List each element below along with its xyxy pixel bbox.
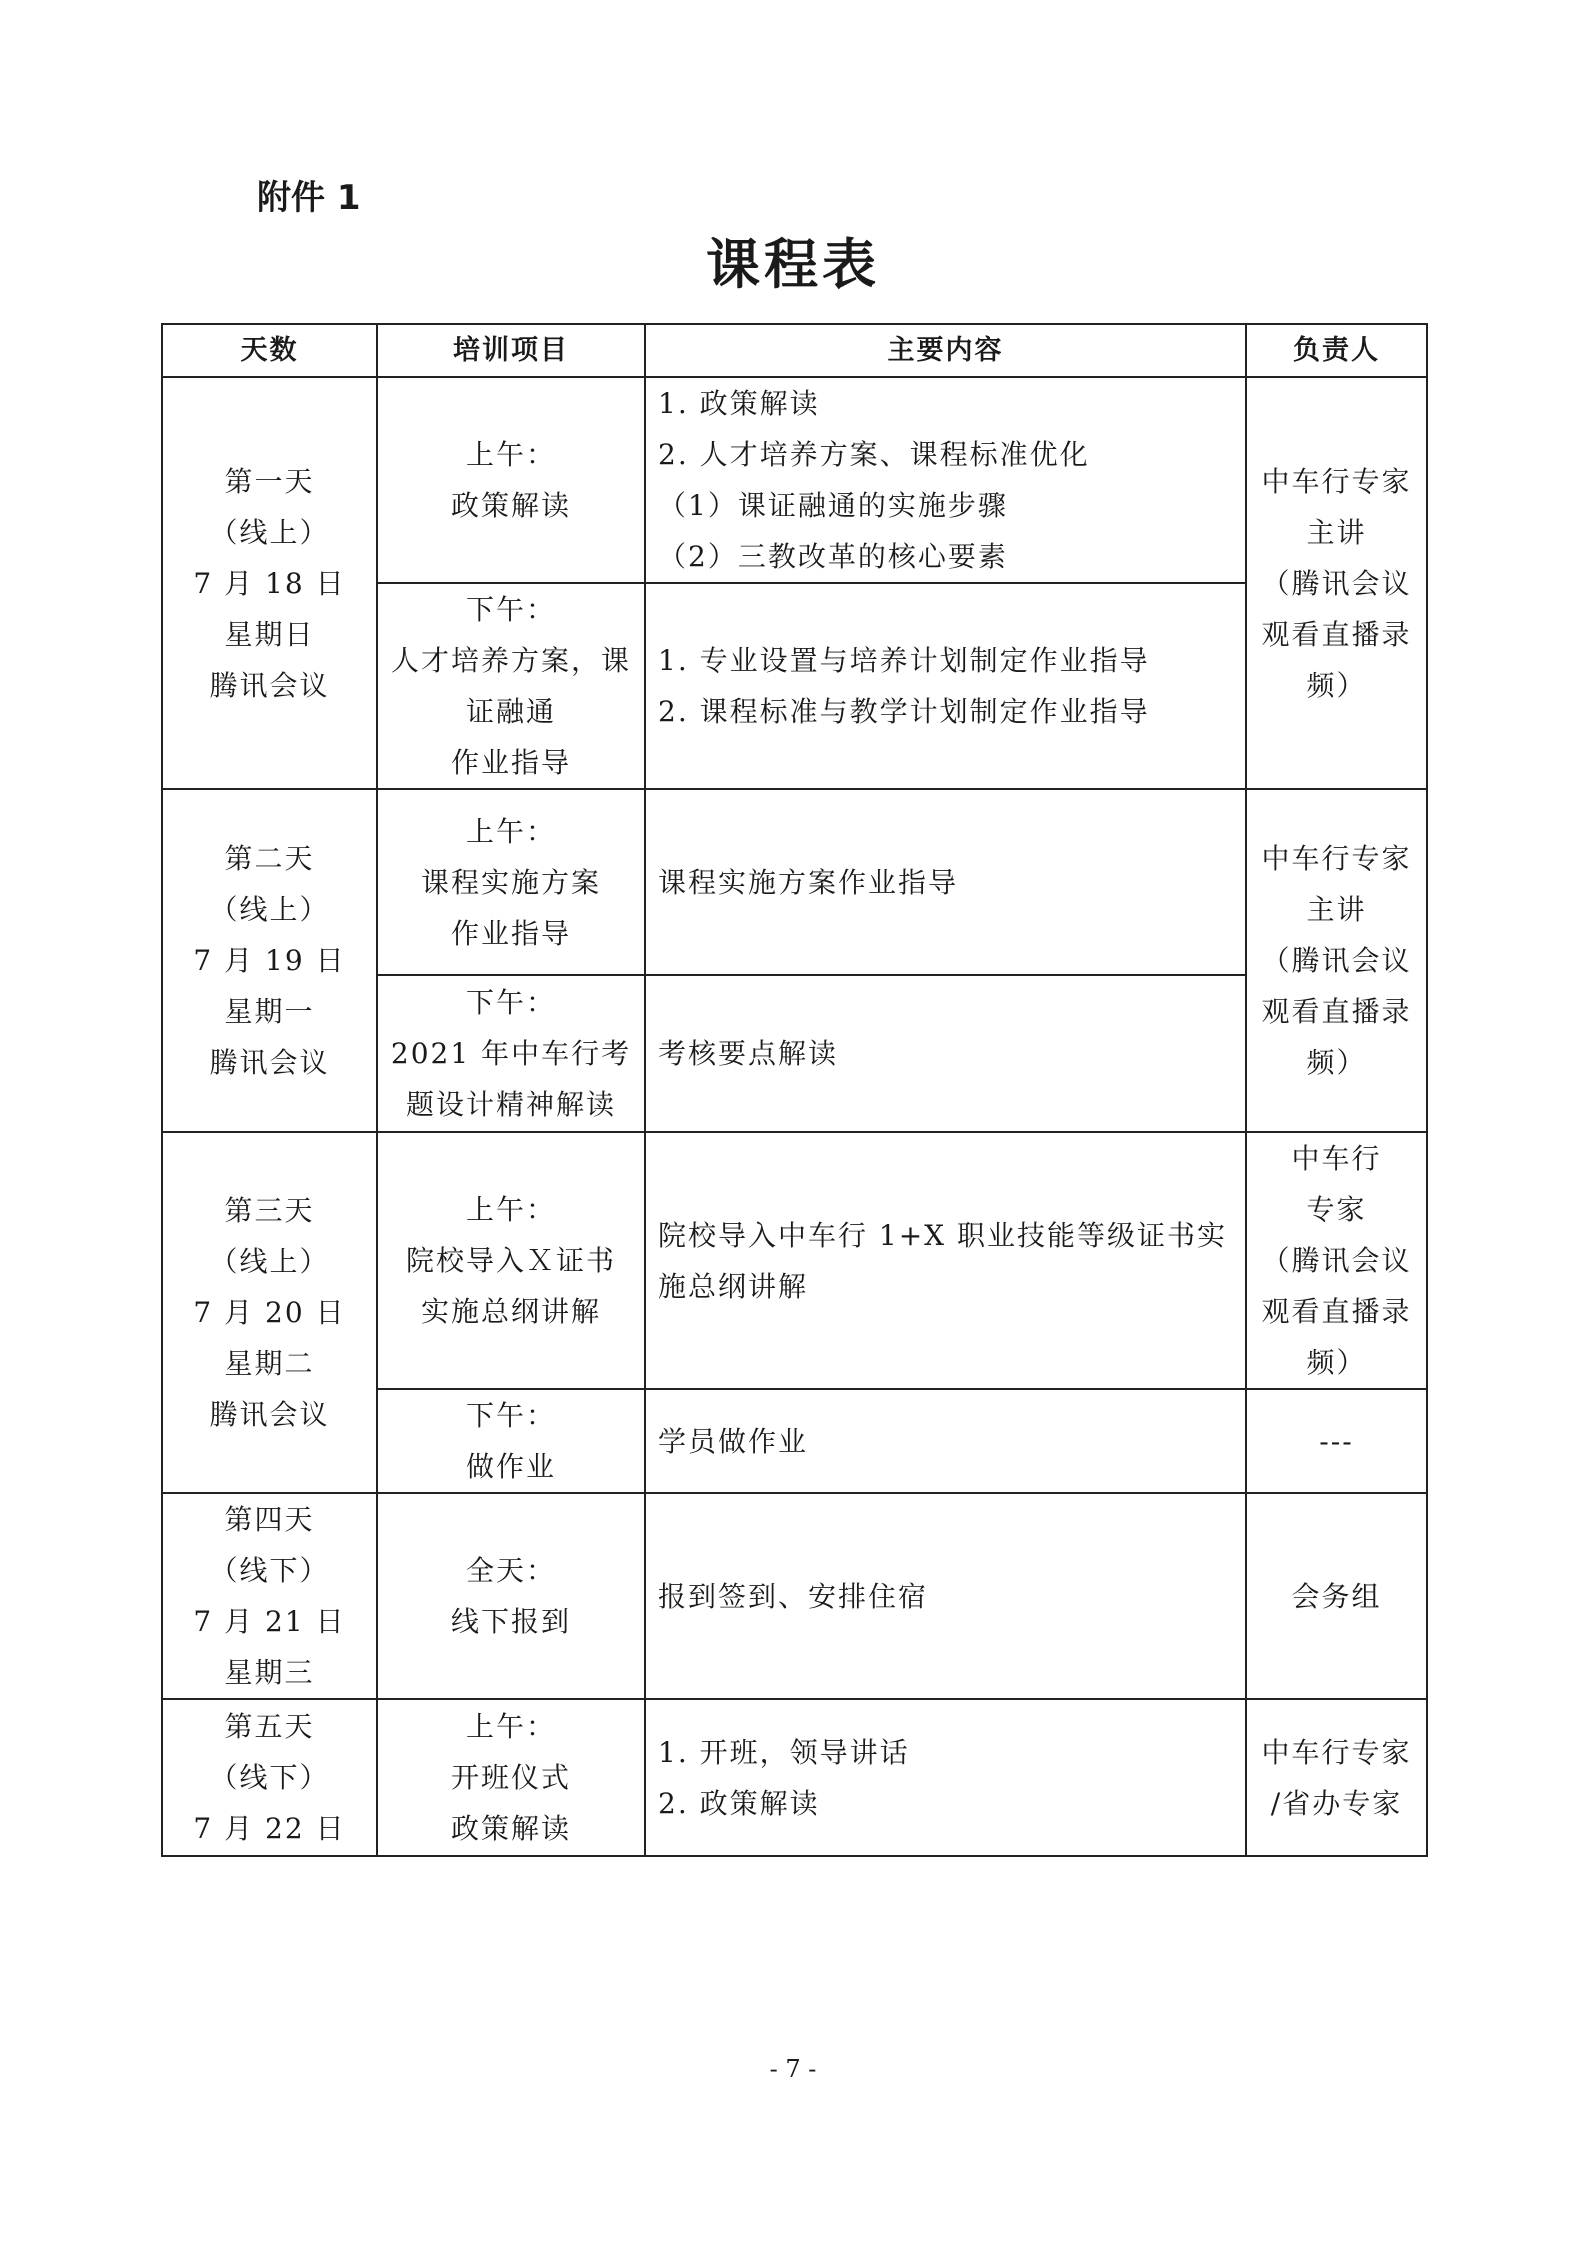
- training-item-cell: [377, 1493, 645, 1699]
- responsible-cell-line: 中车行专家: [1261, 842, 1412, 875]
- day-cell-line: 星期二: [224, 1347, 315, 1380]
- responsible-cell-line: /省办专家: [1270, 1786, 1403, 1820]
- training-item-cell-line: 课程实施方案: [420, 865, 601, 899]
- responsible-cell-line: 专家: [1306, 1193, 1367, 1226]
- training-item-cell-line: 全天：: [465, 1554, 556, 1587]
- day-cell-line: 7 月 18 日: [193, 566, 346, 600]
- training-item-cell-line: 实施总纲讲解: [420, 1295, 601, 1328]
- day-cell-line: 第五天: [224, 1710, 315, 1743]
- responsible-cell-line: 频）: [1306, 1346, 1367, 1379]
- training-item-cell-line: 线下报到: [450, 1605, 571, 1638]
- content-cell: [645, 789, 1246, 975]
- header-days: 天数: [162, 324, 377, 377]
- day-cell-line: 7 月 21 日: [193, 1605, 346, 1638]
- training-item-cell-line: 下午：: [465, 593, 556, 626]
- content-cell: [645, 1132, 1246, 1389]
- training-item-cell-line: 证融通: [465, 695, 556, 728]
- header-responsible: 负责人: [1246, 324, 1427, 377]
- content-cell-line: 2. 课程标准与教学计划制定作业指导: [658, 695, 1150, 728]
- table-row: [162, 789, 1427, 975]
- content-cell-line: 1. 专业设置与培养计划制定作业指导: [658, 644, 1150, 677]
- day-cell: [162, 1493, 377, 1699]
- training-item-cell-line: 上午：: [465, 1710, 556, 1743]
- training-item-cell-line: 上午：: [465, 438, 556, 471]
- training-item-cell-line: 院校导入Ｘ证书: [405, 1244, 616, 1277]
- training-item-cell-line: 开班仪式: [450, 1761, 571, 1794]
- content-cell-line: 2. 政策解读: [658, 1786, 820, 1820]
- content-cell: [645, 1493, 1246, 1699]
- training-item-cell-line: 上午：: [465, 1193, 556, 1226]
- responsible-cell-line: （腾讯会议: [1261, 566, 1412, 600]
- content-cell-line: （1）课证融通的实施步骤: [658, 489, 1008, 522]
- training-item-cell-line: 下午：: [465, 1399, 556, 1432]
- page-title: 课程表: [706, 232, 880, 296]
- content-cell: [645, 583, 1246, 789]
- content-cell-line: 1. 开班，领导讲话: [658, 1735, 910, 1769]
- responsible-cell-line: 中车行专家: [1261, 1735, 1412, 1769]
- training-item-cell: [377, 1132, 645, 1389]
- training-item-cell: [377, 1389, 645, 1493]
- day-cell-line: （线下）: [209, 1554, 330, 1587]
- training-item-cell-line: 下午：: [465, 986, 556, 1019]
- day-cell-line: （线上）: [209, 515, 330, 549]
- training-item-cell-line: 做作业: [465, 1450, 556, 1483]
- content-cell-line: 考核要点解读: [658, 1037, 839, 1070]
- responsible-cell: [1246, 1389, 1427, 1493]
- day-cell-line: 星期日: [224, 617, 315, 651]
- responsible-cell: [1246, 1132, 1427, 1389]
- day-cell-line: 第四天: [224, 1503, 315, 1536]
- schedule-table: [161, 323, 1428, 1857]
- header-training-item: 培训项目: [377, 324, 645, 377]
- day-cell: [162, 1699, 377, 1856]
- day-cell-line: 腾讯会议: [209, 1046, 330, 1079]
- responsible-cell-line: 主讲: [1306, 515, 1367, 549]
- training-item-cell-line: 2021 年中车行考: [390, 1037, 632, 1070]
- training-item-cell-line: 题设计精神解读: [405, 1088, 616, 1121]
- day-cell: [162, 789, 377, 1132]
- responsible-cell-line: （腾讯会议: [1261, 1244, 1412, 1277]
- responsible-cell: [1246, 789, 1427, 1132]
- training-item-cell: [377, 789, 645, 975]
- day-cell-line: 腾讯会议: [209, 668, 330, 702]
- day-cell-line: 第三天: [224, 1194, 315, 1227]
- content-cell-line: 施总纲讲解: [658, 1269, 809, 1303]
- responsible-cell-line: 中车行: [1291, 1142, 1382, 1175]
- content-cell-line: 2. 人才培养方案、课程标准优化: [658, 438, 1090, 471]
- day-cell: [162, 377, 377, 789]
- training-item-cell-line: 作业指导: [450, 746, 571, 779]
- day-cell-line: 星期一: [224, 995, 315, 1028]
- day-cell-line: 7 月 19 日: [193, 944, 346, 977]
- day-cell-line: 7 月 20 日: [193, 1296, 346, 1329]
- table-row: [162, 377, 1427, 583]
- content-cell-line: 课程实施方案作业指导: [658, 865, 959, 899]
- day-cell-line: 第二天: [224, 842, 315, 875]
- header-row: [162, 324, 1427, 377]
- header-main-content: 主要内容: [645, 324, 1246, 377]
- responsible-cell: [1246, 1493, 1427, 1699]
- training-item-cell-line: 作业指导: [450, 916, 571, 950]
- training-item-cell: [377, 583, 645, 789]
- table-row: [162, 1699, 1427, 1856]
- table-row: [162, 1132, 1427, 1389]
- responsible-cell-line: 观看直播录: [1261, 1295, 1412, 1328]
- responsible-cell-line: 观看直播录: [1261, 617, 1412, 651]
- content-cell: [645, 975, 1246, 1132]
- responsible-cell-line: 中车行专家: [1261, 464, 1412, 498]
- content-cell: [645, 1389, 1246, 1493]
- responsible-cell-line: ---: [1319, 1424, 1354, 1458]
- content-cell: [645, 1699, 1246, 1856]
- table-row: [162, 1493, 1427, 1699]
- training-item-cell-line: 上午：: [465, 814, 556, 848]
- responsible-cell-line: 观看直播录: [1261, 995, 1412, 1028]
- page-number: - 7 -: [769, 2055, 817, 2083]
- attachment-label: 附件 1: [257, 178, 361, 218]
- training-item-cell: [377, 377, 645, 583]
- responsible-cell-line: 频）: [1306, 1046, 1367, 1079]
- day-cell-line: 第一天: [224, 464, 315, 498]
- training-item-cell: [377, 1699, 645, 1856]
- day-cell-line: （线上）: [209, 1245, 330, 1278]
- day-cell-line: 星期三: [224, 1656, 315, 1689]
- responsible-cell-line: 频）: [1306, 668, 1367, 702]
- training-item-cell-line: 政策解读: [450, 489, 571, 522]
- content-cell-line: （2）三教改革的核心要素: [658, 540, 1008, 573]
- responsible-cell-line: 会务组: [1291, 1579, 1382, 1613]
- training-item-cell-line: 人才培养方案，课: [390, 644, 631, 677]
- responsible-cell: [1246, 377, 1427, 789]
- content-cell-line: 1. 政策解读: [658, 387, 820, 420]
- day-cell-line: 腾讯会议: [209, 1398, 330, 1431]
- content-cell: [645, 377, 1246, 583]
- day-cell-line: （线上）: [209, 893, 330, 926]
- content-cell-line: 报到签到、安排住宿: [658, 1579, 929, 1613]
- training-item-cell-line: 政策解读: [450, 1812, 571, 1845]
- responsible-cell-line: （腾讯会议: [1261, 944, 1412, 977]
- content-cell-line: 学员做作业: [658, 1424, 809, 1458]
- content-cell-line: 院校导入中车行 1+X 职业技能等级证书实: [658, 1218, 1228, 1252]
- responsible-cell-line: 主讲: [1306, 893, 1367, 926]
- day-cell-line: 7 月 22 日: [193, 1812, 346, 1845]
- day-cell-line: （线下）: [209, 1761, 330, 1794]
- day-cell: [162, 1132, 377, 1493]
- responsible-cell: [1246, 1699, 1427, 1856]
- training-item-cell: [377, 975, 645, 1132]
